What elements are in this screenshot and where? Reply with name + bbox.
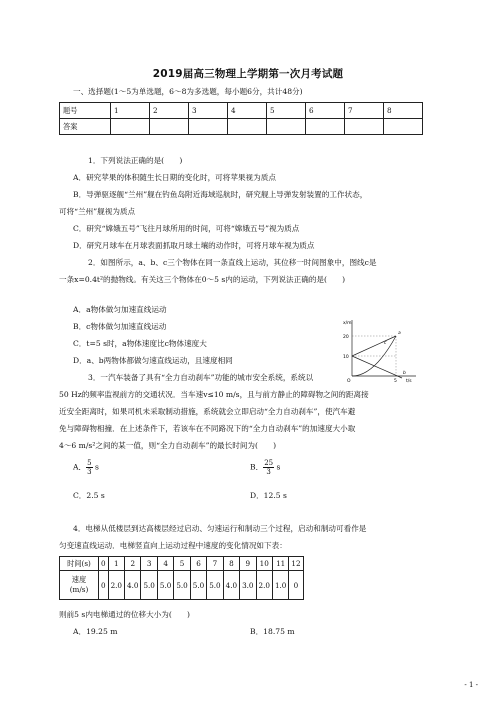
q4-line-1: 4．电梯从低楼层到达高楼层经过启动、匀速运行和制动三个过程，启动和制动可看作是 [73,524,367,533]
time-header: 时间(s) [60,557,99,571]
answer-cell-6[interactable] [306,119,345,135]
answer-grid-header-row [60,103,423,119]
speed-header-line2: (m/s) [69,585,89,594]
q2-option-c: C．t=5 s时，a物体速度比c物体速度大 [73,339,207,348]
time-cell: 0 [99,557,109,571]
q2-stem-cont: 一条x=0.4t²的抛物线。有关这三个物体在0～5 s内的运动，下列说法正确的是( ) [59,275,346,284]
q3-option-a-fraction [86,459,92,476]
q3-option-b-unit: s [276,462,281,472]
speed-cell: 4.0 [125,571,141,600]
answer-cell-7[interactable] [345,119,384,135]
time-cell: 12 [289,557,303,571]
answer-cell-5[interactable] [267,119,306,135]
answer-cell-3[interactable] [189,119,228,135]
grid-cell: 7 [345,103,384,119]
q2-option-a: A．a物体做匀加速直线运动 [73,305,167,314]
speed-cell: 5.0 [207,571,223,600]
q4-option-a: A．19.25 m [73,627,118,636]
q1-option-b-cont: 可将“兰州”舰视为质点 [59,207,136,216]
graph-ylabel: x/m [343,321,352,326]
speed-row [60,571,304,600]
q3-line-3: 近安全距离时，如果司机未采取制动措施，系统就会立即启动“全力自动刹车”，使汽车避 [59,407,356,416]
fraction-denominator: 3 [87,468,92,476]
speed-cell: 0 [289,571,303,600]
time-cell: 9 [240,557,256,571]
time-cell: 2 [125,557,141,571]
q3-line-2: 50 Hz的频率监视前方的交通状况．当车速v≤10 m/s，且与前方静止的障碍物之间的距离接 [59,390,369,399]
speed-cell: 1.0 [272,571,288,600]
q3-option-a [73,459,99,476]
time-cell: 8 [223,557,239,571]
q3-option-c: C．2.5 s [73,491,105,500]
q1-option-a: A．研究苹果的体积随生长日期的变化时，可将苹果视为质点 [73,173,276,182]
q3-option-b-label: B． [250,462,264,472]
line-a [352,336,396,356]
time-cell: 6 [190,557,206,571]
speed-cell: 5.0 [141,571,157,600]
graph-origin: O [347,379,351,384]
time-cell: 11 [272,557,288,571]
time-cell: 4 [157,557,173,571]
q1-stem: 1．下列说法正确的是( ) [88,156,183,165]
q2-stem: 2．如图所示，a、b、c三个物体在同一条直线上运动，其位移一时间图象中，图线c是 [88,258,377,267]
fraction-numerator: 5 [87,459,92,467]
q3-line-5: 4～6 m/s²之间的某一值，则“全力自动刹车”的最长时间为( ) [59,441,277,450]
q3-option-b [250,459,280,476]
q1-option-d: D．研究月球车在月球表面抓取月球土壤的动作时，可将月球车视为质点 [73,241,315,250]
speed-header-line1: 速度 [71,575,87,584]
speed-cell: 2.0 [256,571,272,600]
speed-cell: 2.0 [108,571,124,600]
grid-cell: 答案 [60,119,111,135]
speed-cell: 5.0 [157,571,173,600]
time-row [60,557,304,571]
time-cell: 5 [174,557,190,571]
grid-cell: 题号 [60,103,111,119]
q3-option-a-label: A． [73,462,87,472]
grid-cell: 1 [111,103,150,119]
speed-cell: 4.0 [223,571,239,600]
page-title: 2019届高三物理上学期第一次月考试题 [152,68,344,80]
q4-option-b: B．18.75 m [250,627,295,636]
q2-option-d: D．a、b两物体都做匀速直线运动，且速度相同 [73,356,233,365]
graph-tick-10: 10 [343,355,349,360]
q3-option-b-fraction [263,459,274,476]
q1-option-c: C．研究“嫦娥五号”飞往月球所用的时间，可将“嫦娥五号”视为质点 [73,224,300,233]
q3-line-4: 免与障碍物相撞．在上述条件下，若该车在不同路况下的“全力自动刹车”的加速度大小取 [59,424,356,433]
q3-option-d: D．12.5 s [250,491,287,500]
graph-xlabel: t/s [406,379,412,384]
answer-cell-1[interactable] [111,119,150,135]
graph-label-c: c [384,341,387,346]
q1-option-b: B．导弹驱逐舰“兰州”舰在钓鱼岛附近海域巡航时，研究舰上导弹发射装置的工作状态， [73,190,368,199]
speed-cell: 3.0 [240,571,256,600]
grid-cell: 5 [267,103,306,119]
graph-xtick-5: 5 [394,379,397,384]
answer-cell-8[interactable] [384,119,423,135]
fraction-numerator: 25 [264,459,274,467]
speed-cell: 5.0 [190,571,206,600]
graph-tick-20: 20 [343,335,349,340]
speed-cell: 0 [99,571,109,600]
speed-table [59,556,304,600]
grid-cell: 4 [228,103,267,119]
section-heading: 一、选择题(1～5为单选题，6～8为多选题，每小题6分，共计48分) [73,87,303,96]
time-cell: 3 [141,557,157,571]
grid-cell: 2 [150,103,189,119]
xt-graph [340,316,420,384]
q2-option-b: B．c物体做匀加速直线运动 [73,322,167,331]
time-cell: 10 [256,557,272,571]
q4-question: 则前5 s内电梯通过的位移大小为( ) [59,610,190,619]
answer-grid-answer-row [60,119,423,135]
answer-grid [59,102,423,135]
speed-cell: 5.0 [174,571,190,600]
q3-line-1: 3．一汽车装备了具有“全力自动刹车”功能的城市安全系统，系统以 [88,373,314,382]
grid-cell: 6 [306,103,345,119]
time-cell: 7 [207,557,223,571]
speed-header [60,571,99,600]
time-cell: 1 [108,557,124,571]
answer-cell-4[interactable] [228,119,267,135]
page-number: - 1 - [464,681,478,689]
q4-line-2: 匀变速直线运动．电梯竖直向上运动过程中速度的变化情况如下表： [59,541,287,550]
grid-cell: 8 [384,103,423,119]
q3-option-a-unit: s [94,462,99,472]
answer-cell-2[interactable] [150,119,189,135]
fraction-denominator: 3 [266,468,271,476]
graph-label-b: b [403,371,406,376]
grid-cell: 3 [189,103,228,119]
graph-label-a: a [398,331,401,336]
